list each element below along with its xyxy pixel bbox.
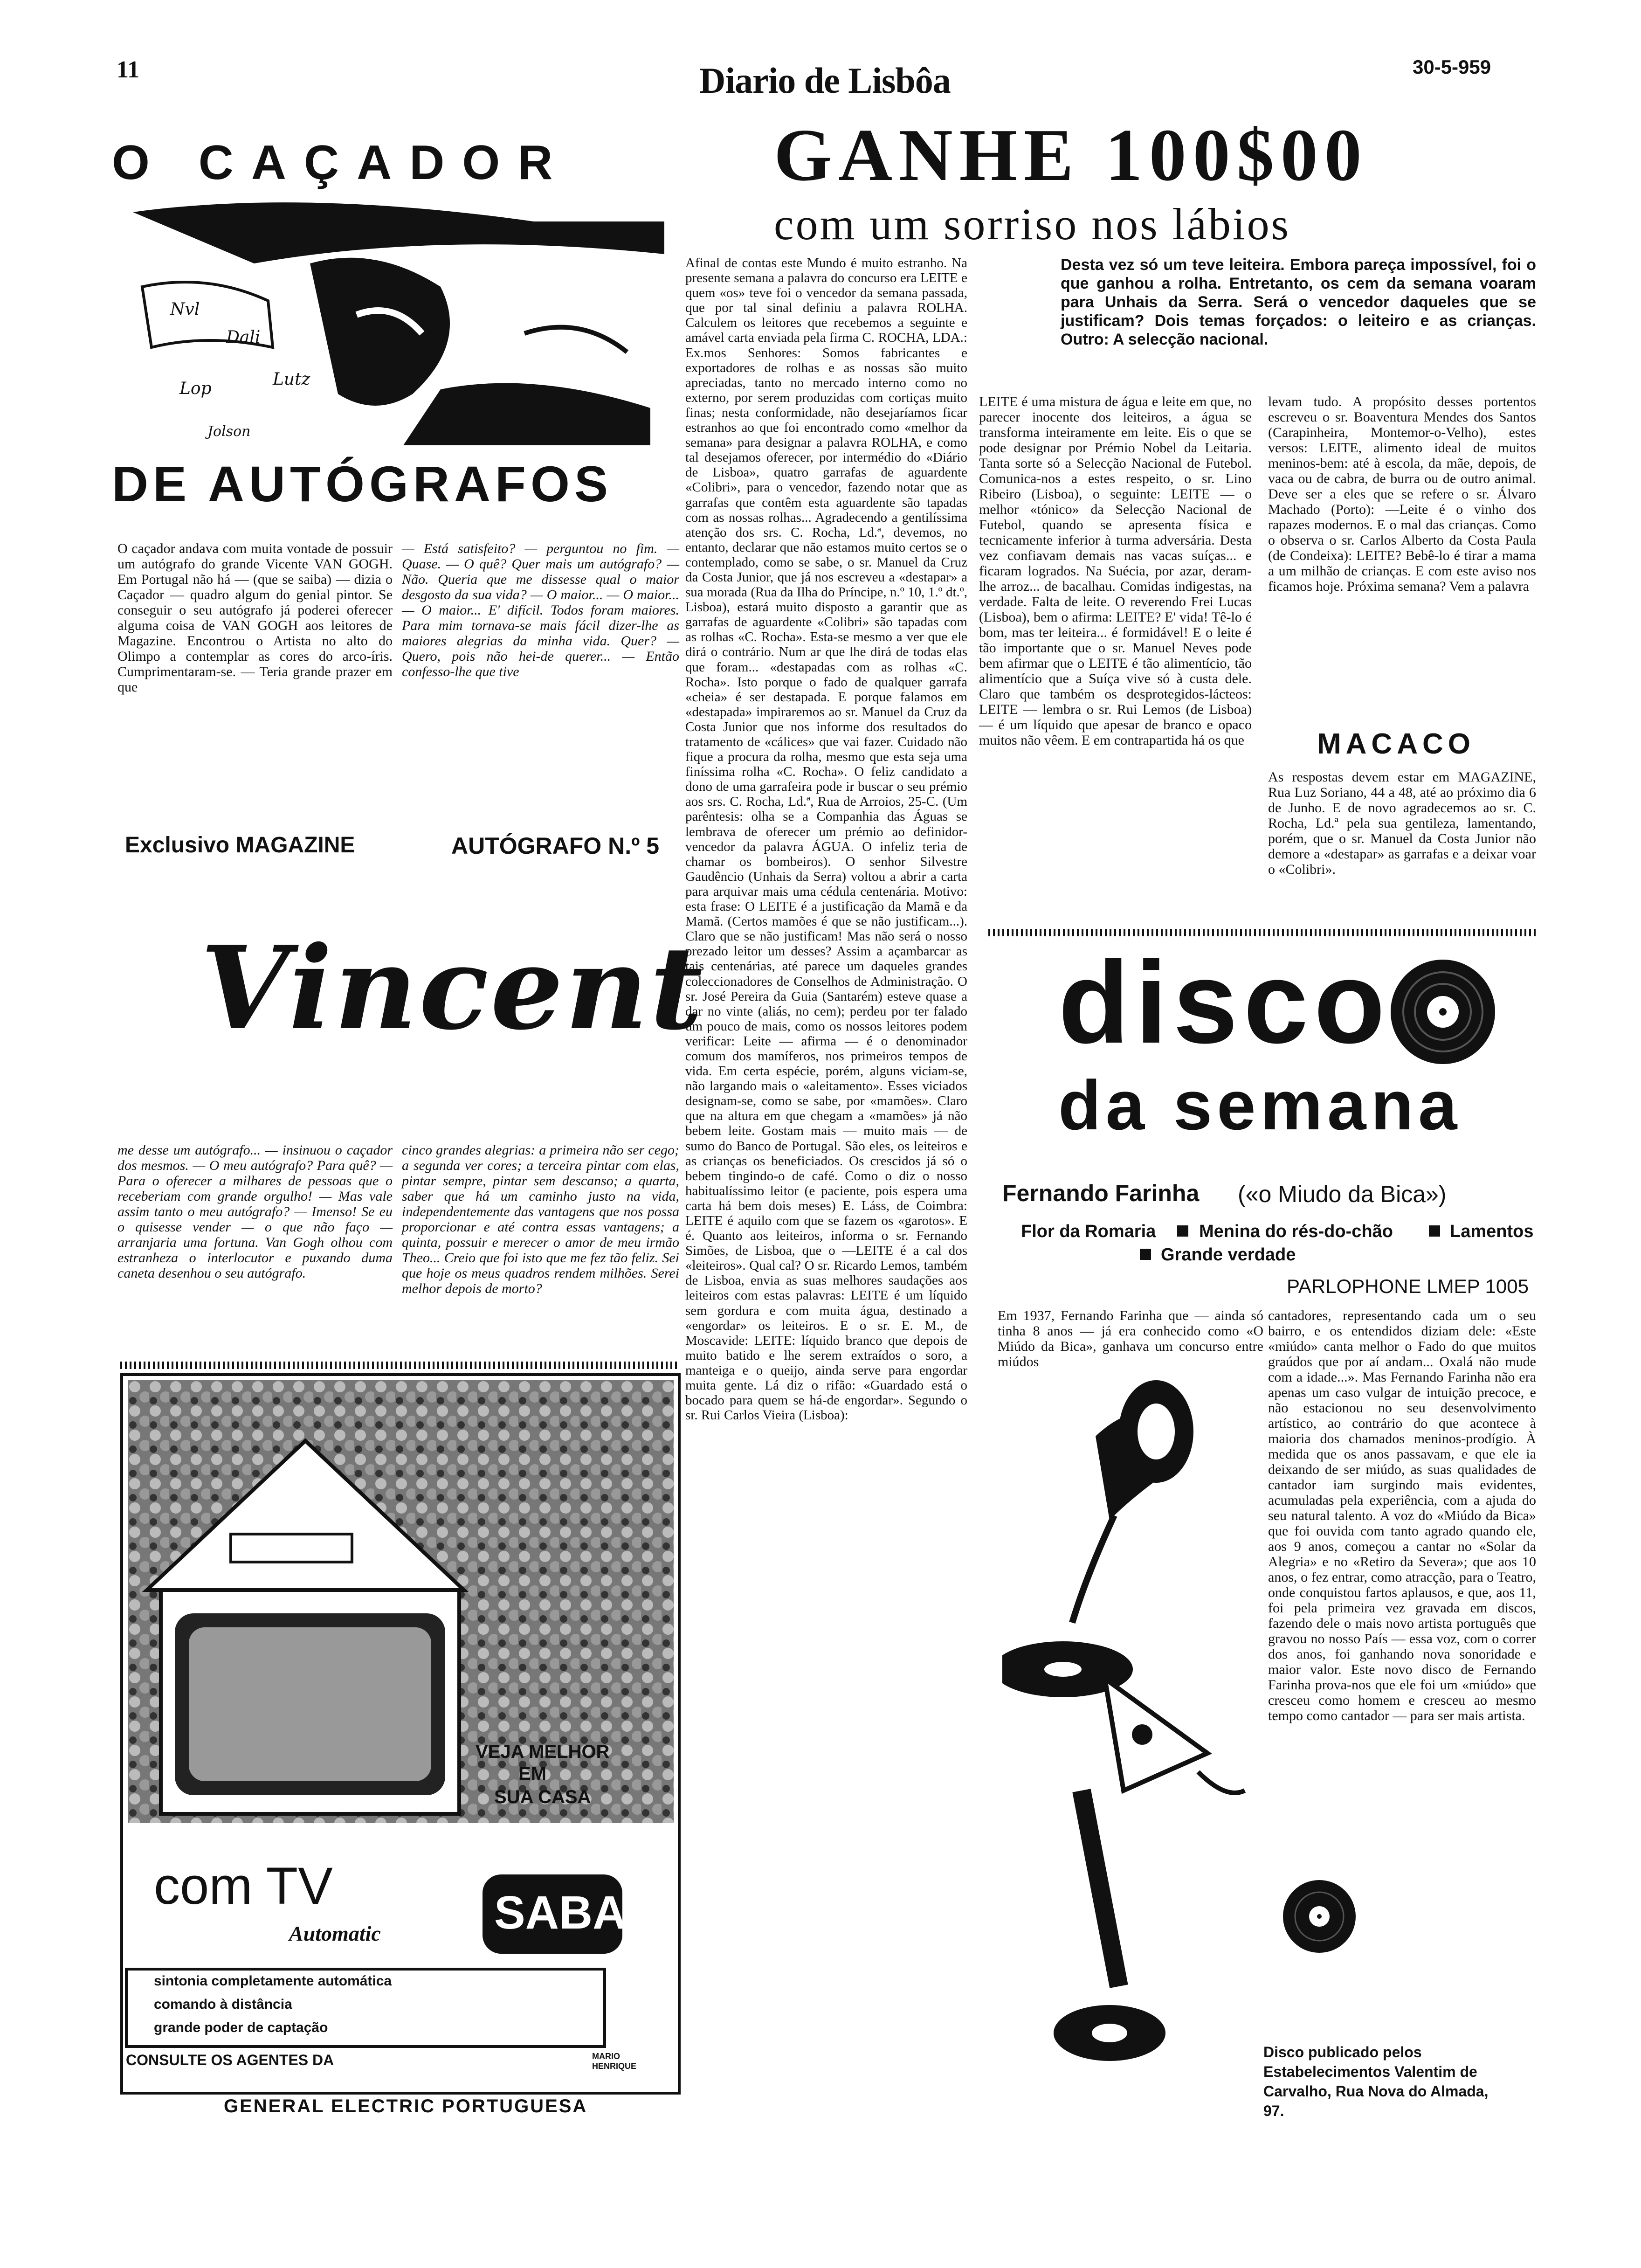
svg-text:Dali: Dali (226, 328, 261, 347)
cacador-title-bottom: DE AUTÓGRAFOS (112, 456, 613, 512)
track-4: Grande verdade (1161, 1245, 1296, 1265)
svg-text:Nvl: Nvl (170, 300, 200, 319)
macaco-word: MACACO (1317, 728, 1475, 760)
track-1: Flor da Romaria (1021, 1222, 1156, 1241)
ganhe-column-c: levam tudo. A propósito desses portentos escreveu o sr. Boaventura Mendes dos Santos (Carapinheira, Montemor-o-Velho), estes versos: LEITE, alimento ideal de muitos meninos-bem: até à escola, da mãe, depois, de vaca ou de cabra, de burra ou de outro animal. Deve ser a eles que se refere o sr. Álvaro Machado (Porto): —Leite é o vinho dos rapazes modernos. E o mal das crianças. Como o observa o sr. Carlos Alberto da Costa Paula (de Condeixa): LEITE? Bebê-lo é tirar a mama a um milhão de crianças. E com este aviso nos ficamos hoje. Próxima semana? Vem a palavra (1268, 394, 1536, 594)
ganhe-column-a: Afinal de contas este Mundo é muito estranho. Na presente semana a palavra do concurso era LEITE e quem «os» teve foi o vencedor da semana passada, que por tal sinal definiu a palavra ROLHA. Calculem os leitores que recebemos a seguinte e amável carta enviada pela firma C. ROCHA, LDA.: Ex.mos Senhores: Somos fabricantes e exportadores de rolhas e as nossas são muito apreciadas, tanto no mercado interno como no externo, por serem produzidas com cortiças muito finas; nesta conformidade, não desejaríamos ficar estranhos ao que foi encontrado como «melhor da semana» para designar a palavra ROLHA, e como tal desejamos oferecer, por intermédio do «Diário de Lisboa», quatro garrafas de aguardente «Colibri», para o vencedor, fazendo notar que as garrafas que contêm esta aguardente são tapadas com as nossas rolhas... Agradecendo a gentilíssima atenção dos srs. C. Rocha, Ld.ª, devemos, no entanto, declarar que não estamos muito certos se o contemplado, como se sabe, o sr. Manuel da Cruz da Costa Junior, que já nos escreveu a «destapar» a sua morada (Rua da Ilha do Príncipe, n.º 10, 1.º dt.º, Lisboa), estará muito disposto a garantir que as garrafas de aguardente «Colibri» são tapadas com as rolhas «C. Rocha». Esta-se mesmo a ver que ele dirá o contrário. Num ar que lhe dirá de todas elas que foram... «destapadas com as rolhas «C. Rocha». Isto porque o fado de qualquer garrafa «cheia» é ser destapada. E porque falamos em «destapada» impiraremos ao sr. Manuel da Cruz da Costa Junior que nos informe dos resultados do tratamento de «cálices» que vai fazer. Cuidado não fique a procura da rolha, mesmo que esta seja uma finíssima rolha «C. Rocha». O feliz candidato a dono de uma garrafeira pode ir buscar o seu prémio aos srs. C. Rocha, Ld.ª, Rua de Arroios, 25-C. (Um parêntesis: olha se a Companhia das Águas se lembrava de oferecer um prémio ao definidor-vencedor da palavra ÁGUA. O infeliz teria de chamar os bombeiros). O senhor Silvestre Gaudêncio (Unhais da Serra) voltou a abrir a carta para arquivar mais uma cédula centenária. Motivo: esta frase: O LEITE é a justificação da Mamã e da Mamã. (Certos mamões é que se não justificam...). Claro que se não justificam! Mas não será o nosso prezado leitor um desses? Assim a açambarcar as tais centenárias, até parece um daqueles grandes coleccionadores de Conselhos de Administração. O sr. José Pereira da Guia (Santarém) esteve quase a dar no vinte (aliás, no cem); perdeu por ter falado um pouco de mais, como os nossos leitores podem verificar: Leite — afirma — é o denominador comum dos mamíferos, nos primeiros tempos de vida. Em certa espécie, porém, alguns viciam-se, não largando mais o «aleitamento». Esses viciados designam-se, como se sabe, por «mamões». Claro que na altura em que chegam a «mamões» já não bebem leite. Gostam mais — muito mais — de sumo do Banco de Portugal. São eles, os leiteiros e as crianças os beneficiados. Os crescidos já só o bebem tingindo-o de café. Como o diz o nosso habitualíssimo leitor (e paciente, pois espera uma carta há bem dois meses) E. Láss, de Coimbra: LEITE é aquilo com que se fazem os «garotos». E é. Quanto aos leiteiros, informa o sr. Fernando Simões, de Lisboa, que o —LEITE é a cal dos «leiteiros». Qual cal? O sr. Ricardo Lemos, também de Lisboa, envia as suas melhores saudações aos leiteiros com estas palavras: LEITE é um líquido sem gordura e com muita água, destinado a «engordar» os leiteiros. E o sr. E. M., de Moscavide: LEITE: líquido branco que depois de muito batido e lhe serem extraídos o soro, a manteiga e o queijo, ainda serve para engordar muita gente. Lá diz o rifão: «Guardado está o bocado para quem se há-de engordar». Segundo o sr. Rui Carlos Vieira (Lisboa): (685, 256, 967, 1423)
saba-brand: SABA (494, 1887, 627, 1939)
cacador-title-top: O CAÇADOR (112, 136, 571, 190)
vinyl-record-icon (1389, 958, 1496, 1065)
small-record-icon (1282, 1879, 1357, 1954)
vincent-signature: Vincent (200, 921, 705, 1055)
saba-com-tv: com TV (154, 1857, 333, 1915)
saba-artist-signature: MARIO HENRIQUE (592, 2052, 637, 2071)
track-separator-3 (1140, 1249, 1151, 1260)
exclusivo-label: Exclusivo MAGAZINE (125, 833, 355, 857)
disco-top-rule (988, 929, 1536, 936)
disco-word: disco (1058, 937, 1391, 1067)
ganhe-subtitle: com um sorriso nos lábios (774, 199, 1290, 249)
track-2: Menina do rés-do-chão (1199, 1222, 1393, 1241)
saba-sua-casa: SUA CASA (494, 1787, 591, 1807)
saba-top-rule (120, 1362, 680, 1369)
da-semana: da semana (1058, 1066, 1462, 1144)
saba-feature-3: grande poder de captação (154, 2020, 328, 2035)
masthead: Diario de Lisbôa (699, 60, 951, 101)
saba-consulte: CONSULTE OS AGENTES DA (126, 2052, 334, 2068)
disco-column-b: cantadores, representando cada um o seu bairro, e os entendidos diziam dele: «Este «miúdo» canta melhor o Fado do que muitos graúdos que por aí andam... Oxalá não mude com a idade...». Mas Fernando Farinha não era apenas um caso vulgar de intuição precoce, e não estacionou no seu desenvolvimento artístico, ao contrário do que acontece à maioria dos chamados meninos-prodígio. À medida que os anos passavam, e que ele ia deixando de ser miúdo, as suas qualidades de cantador iam surgindo mais evidentes, acumuladas pela experiência, com a ajuda do seu natural talento. A voz do «Miúdo da Bica» que foi ouvida com tanto agrado quando ele, aos 9 anos, começou a cantar no «Solar da Alegria» e no «Retiro da Severa»; que aos 10 anos, o fez entrar, como atracção, para o Teatro, onde conquistou fartos aplausos, e que, aos 11, foi pela primeira vez gravada em discos, fazendo dele o mais novo artista português que gravou no nosso País — essa voz, com o correr dos anos, foi ganhando nova sonoridade e maior valor. Este novo disco de Fernando Farinha prova-nos que ele foi um «miúdo» que cresceu como homem e cresceu ao mesmo tempo como cantador — para ser mais artista. (1268, 1308, 1536, 1723)
ganhe-title: GANHE 100$00 (774, 113, 1368, 196)
page-number: 11 (117, 56, 140, 83)
ganhe-lead: Desta vez só um teve leiteira. Embora pareça impossível, foi o que ganhou a rolha. Entretanto, os cem da semana voaram para Unhais da Serra. Será o vencedor daqueles que se justificam? Dois temas forçados: o leiteiro e as crianças. Outro: A selecção nacional. (1061, 256, 1536, 348)
gramophone-character-illustration (1002, 1380, 1263, 2080)
disco-artist-nickname: («o Miudo da Bica») (1238, 1181, 1447, 1207)
record-label: PARLOPHONE LMEP 1005 (1287, 1275, 1529, 1297)
disco-footer: Disco publicado pelos Estabelecimentos Valentim de Carvalho, Rua Nova do Almada, 97. (1263, 2044, 1489, 2119)
saba-veja: VEJA MELHOR (476, 1742, 610, 1762)
saba-feature-2: comando à distância (154, 1997, 292, 2012)
disco-column-a: Em 1937, Fernando Farinha que — ainda só tinha 8 anos — já era conhecido como «O Miúdo da Bica», ganhava um concurso entre miúdos (998, 1308, 1263, 1369)
saba-feature-1: sintonia completamente automática (154, 1973, 392, 1989)
saba-general-electric: GENERAL ELECTRIC PORTUGUESA (224, 2096, 588, 2116)
ganhe-column-b: LEITE é uma mistura de água e leite em que, no parecer inocente dos leiteiros, a água se transforma inteiramente em leite. Eis o que se pode designar por Prémio Nobel da Leitaria. Tanta sorte só a Selecção Nacional de Futebol. Comunica-nos a estes respeito, o sr. Lino Ribeiro (Lisboa), o seguinte: LEITE — o melhor «tónico» da Selecção Nacional de Futebol, quando se apresenta física e tecnicamente inferior à turma adversária. Desta vez confiavam demais nas vacas suíças... e ficaram logrados. Na Suécia, por azar, deram-lhe arroz... de bacalhau. Comidas indigestas, na verdade. Falta de leite. O reverendo Frei Lucas (Lisboa), bem o afirma: LEITE? E' vida! Tê-lo é bom, mas ter leiteira... é formidável! E o leite é tão importante que o sr. Manuel Neves pode bem afirmar que o LEITE é tão alimentício, tão alimentício que a Suíça vive só à custa dele. Claro que também os desprotegidos-lácteos: LEITE — lembra o sr. Rui Lemos (de Lisboa) — é um líquido que apesar de branco e opaco muitos não vêem. E em contrapartida há os que (979, 394, 1252, 748)
disco-artist: Fernando Farinha (1002, 1180, 1200, 1206)
svg-text:Jolson: Jolson (207, 423, 251, 440)
cacador-column-2: — Está satisfeito? — perguntou no fim. — Quase. — O quê? Quer mais um autógrafo? — Não. Queria que me dissesse qual o maior desgosto da sua vida? — O maior... — O maior... — O maior... E' difícil. Todos foram maiores. Para mim tornava-se mais fácil dizer-lhe as maiores alegrias da minha vida. Quer? — Quero, pois não hei-de querer... — Então confesso-lhe que tive (402, 541, 679, 679)
saba-automatic: Automatic (289, 1922, 381, 1945)
cacador-column-4: cinco grandes alegrias: a primeira não ser cego; a segunda ver cores; a terceira pintar com elas, pintar sempre, pintar sem descanso; a quarta, saber que há um caminho justo na vida, independentemente das vantagens que nos possa proporcionar e até contra essas vantagens; a quinta, possuir e merecer o amor de meu irmão Theo... Creio que foi isto que me fez tão feliz. Sei que hoje os meus quadros rendem milhões. Serei melhor depois de morto? (402, 1142, 679, 1296)
track-3: Lamentos (1450, 1222, 1534, 1241)
cacador-illustration (114, 194, 681, 452)
track-separator-2 (1429, 1225, 1440, 1237)
cacador-column-1: O caçador andava com muita vontade de possuir um autógrafo do grande Vicente VAN GOGH. Em Portugal não há — (que se saiba) — dizia o Caçador — quadro algum do genial pintor. Se conseguir o seu autógrafo já poderei oferecer alguma coisa de VAN GOGH aos leitores de Magazine. Encontrou o Artista no alto do Olimpo a contemplar as cores do arco-íris. Cumprimentaram-se. — Teria grande prazer em que (117, 541, 393, 695)
cacador-column-3: me desse um autógrafo... — insinuou o caçador dos mesmos. — O meu autógrafo? Para quê? — Para o oferecer a milhares de pessoas que o receberiam com grande orgulho! — Mas vale assim tanto o meu autógrafo? — Imenso! Se eu o quisesse vender — o que não faço — arranjaria uma fortuna. Van Gogh olhou com estranheza o interlocutor e puxando duma caneta desenhou o seu autógrafo. (117, 1142, 393, 1281)
saba-em: EM (518, 1763, 546, 1784)
track-separator-1 (1177, 1225, 1188, 1237)
svg-text:Lutz: Lutz (273, 370, 310, 389)
svg-text:Lop: Lop (179, 379, 212, 398)
date: 30-5-959 (1413, 56, 1491, 78)
autografo-number: AUTÓGRAFO N.º 5 (451, 833, 660, 859)
ganhe-column-c2: As respostas devem estar em MAGAZINE, Rua Luz Soriano, 44 a 48, até ao próximo dia 6 de Junho. E de novo agradecemos ao sr. C. Rocha, Ld.ª pela sua gentileza, lamentando, porém, que o sr. Manuel da Costa Junior não demore a «destapar» as garrafas e a deixar voar o «Colibri». (1268, 769, 1536, 877)
